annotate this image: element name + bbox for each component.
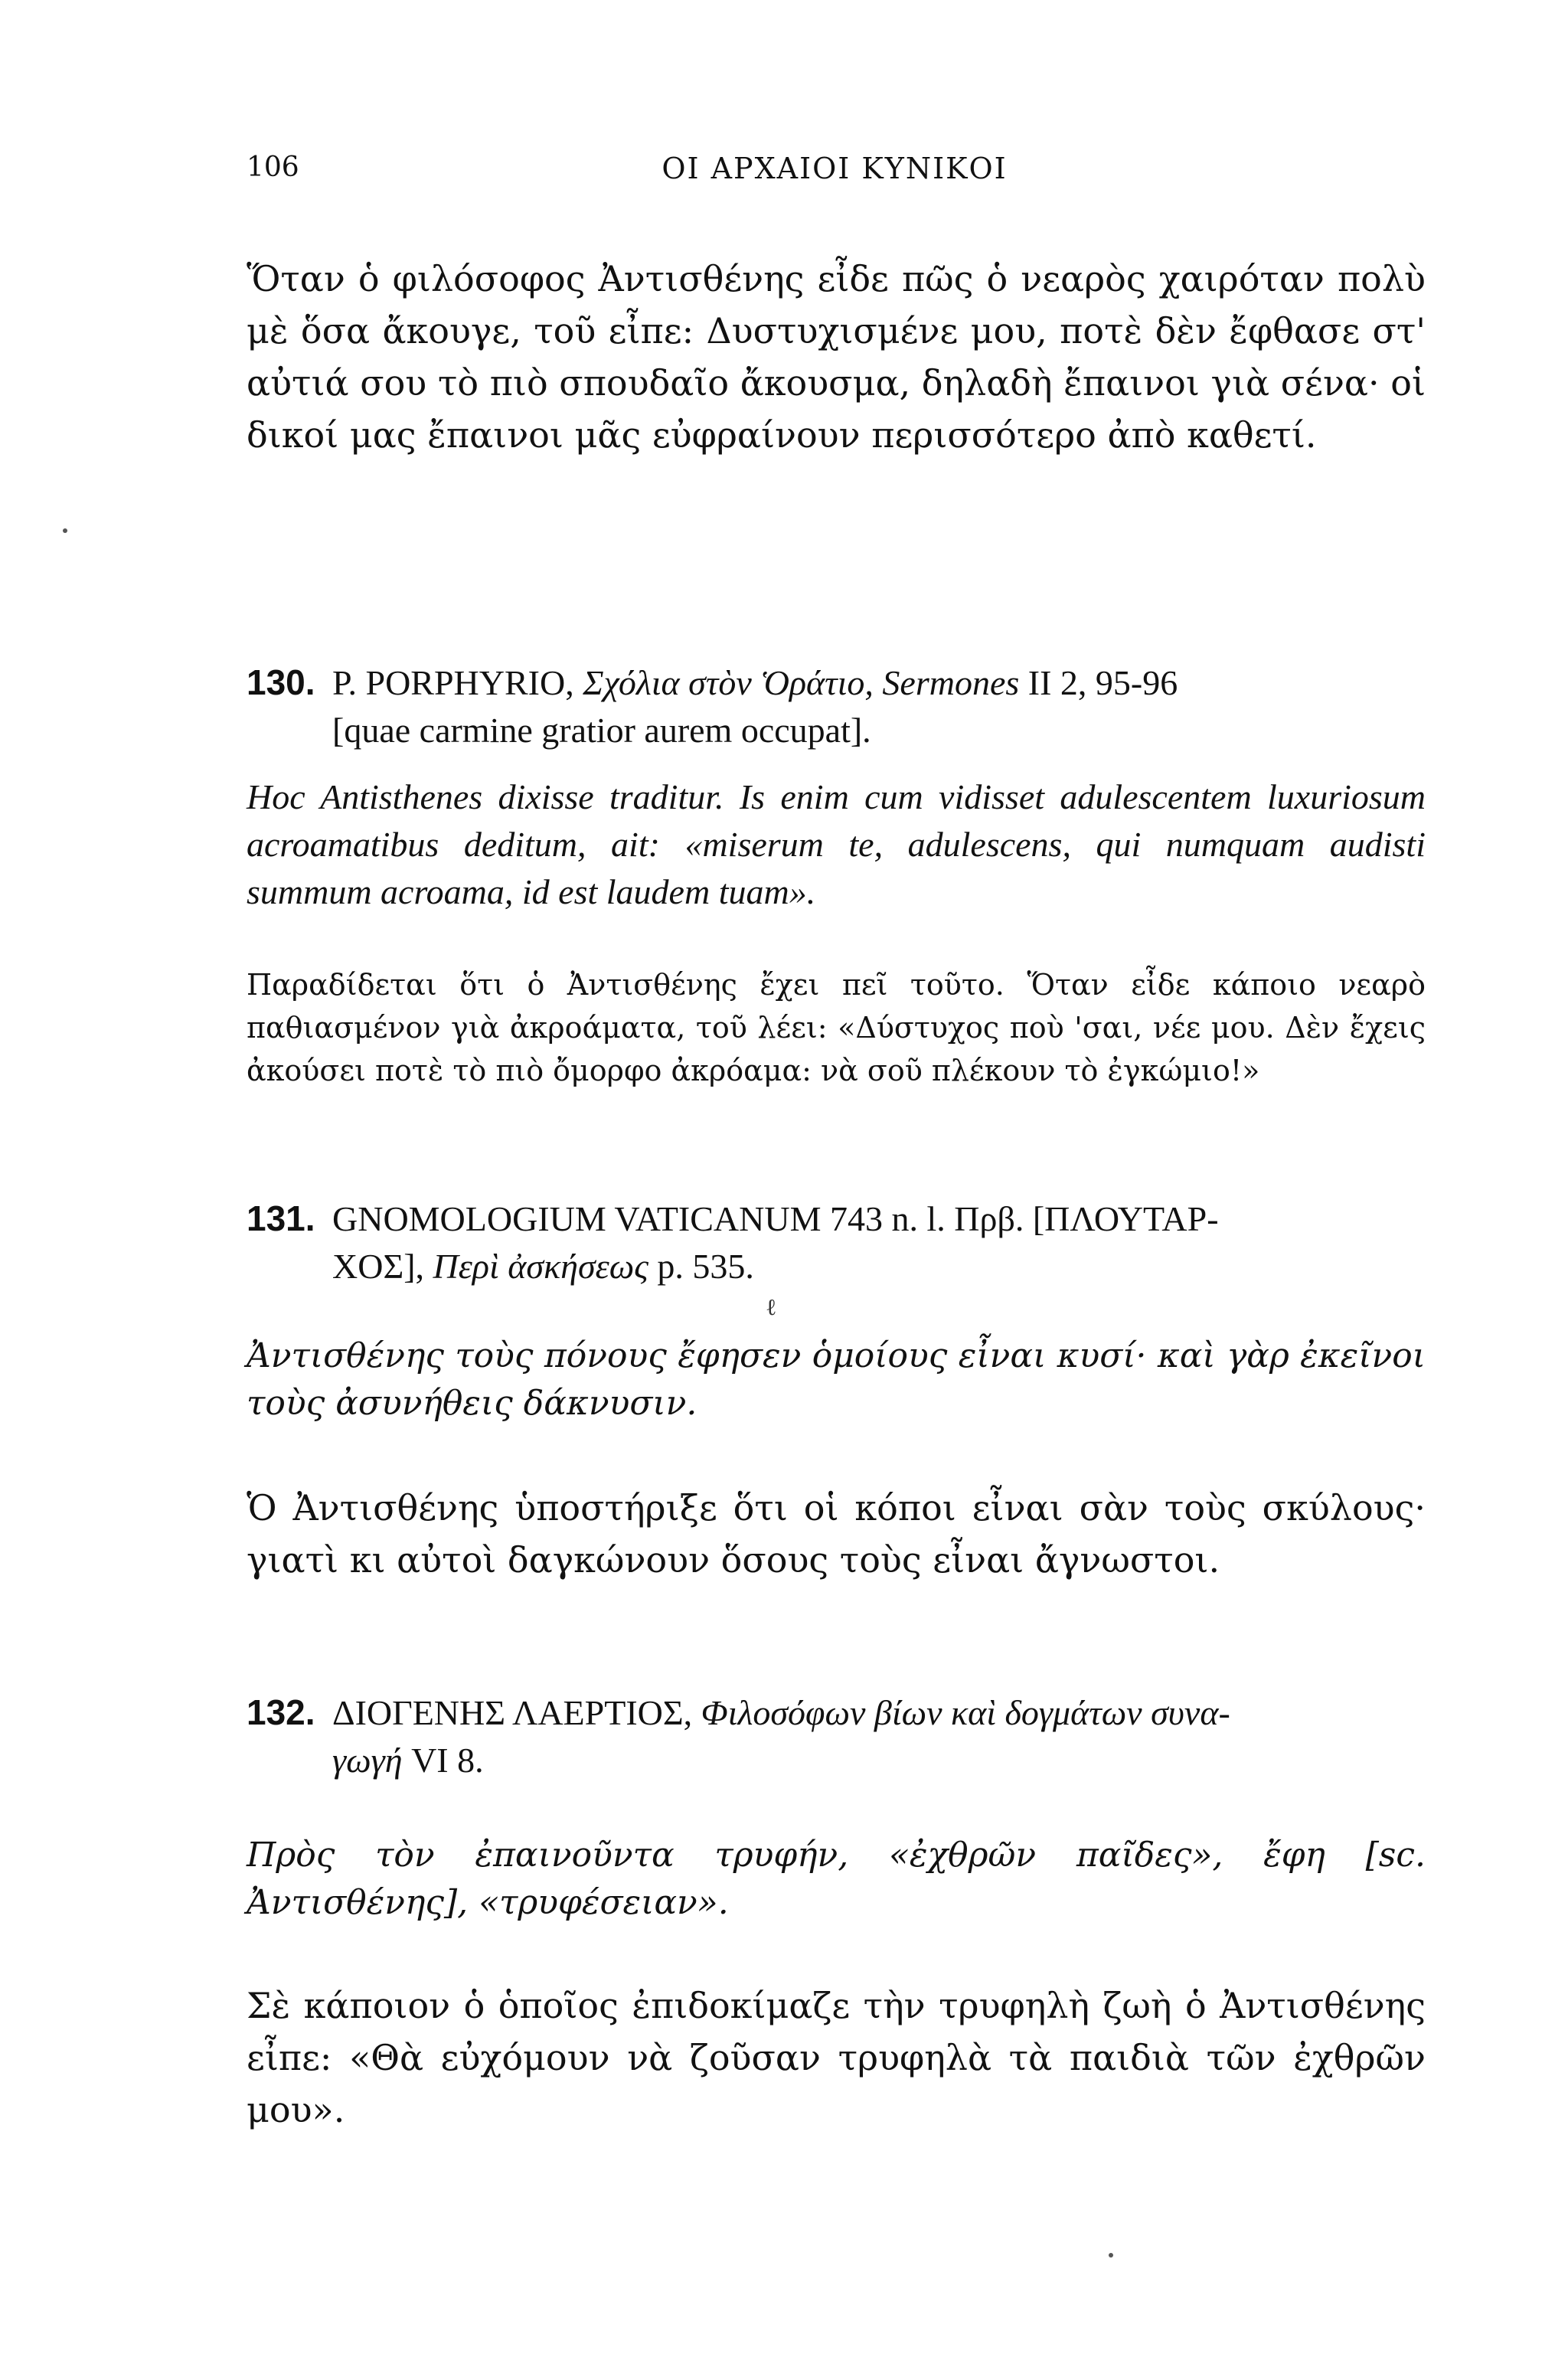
entry-source: P. PORPHYRIO, — [332, 663, 583, 702]
entry-130-translation — [247, 963, 1426, 1092]
page-number: 106 — [247, 152, 299, 183]
translation-text: Σὲ κάποιον ὁ ὁποῖος ἐπιδοκίμαζε τὴν τρυφηλὴ ζωὴ ὁ Ἀντισθένης εἶπε: «Θὰ εὐχόμουν νὰ ζοῦσαν τρυφηλὰ τὰ παιδιὰ τῶν ἐχθρῶν μου». — [247, 1985, 1426, 2130]
entry-131-heading — [247, 1195, 1426, 1290]
original-text: Πρὸς τὸν ἐπαινοῦντα τρυφήν, «ἐχθρῶν παῖδες», ἔφη [sc. Ἀντισθένης], «τρυφέσειαν». — [247, 1836, 1426, 1922]
entry-130-heading — [247, 659, 1426, 754]
entry-source-title: Περὶ ἀσκήσεως — [433, 1247, 648, 1286]
speck-mark — [63, 528, 67, 533]
entry-source-title: Σχόλια στὸν Ὁράτιο, Sermones — [583, 663, 1020, 702]
entry-source-line2: [quae carmine gratior aurem occupat]. — [332, 711, 871, 750]
entry-130-original — [247, 773, 1426, 916]
original-text: Ἀντισθένης τοὺς πόνους ἔφησεν ὁμοίους εἶναι κυσί· καὶ γὰρ ἐκεῖνοι τοὺς ἀσυνήθεις δάκνυσιν. — [247, 1336, 1426, 1423]
entry-source-line2: ΧΟΣ], — [332, 1247, 433, 1286]
page-header — [247, 152, 1423, 198]
original-text: Hoc Antisthenes dixisse traditur. Is enim cum vidisset adulescentem luxuriosum acroamatibus deditum, ait: «miserum te, adulescens, qui numquam audisti summum acroama, id est laudem tuam». — [247, 777, 1426, 911]
entry-number: 131. — [247, 1198, 315, 1238]
entry-source-title: Φιλοσόφων βίων καὶ δογμάτων συνα- — [701, 1693, 1230, 1732]
entry-132-heading — [247, 1689, 1426, 1784]
translation-text: Ὁ Ἀντισθένης ὑποστήριξε ὅτι οἱ κόποι εἶναι σὰν τοὺς σκύλους· γιατὶ κι αὐτοὶ δαγκώνουν ὅσους τοὺς εἶναι ἄγνωστοι. — [247, 1487, 1426, 1581]
entry-132-original — [247, 1832, 1426, 1927]
intro-paragraph-block — [247, 253, 1426, 461]
entry-source: ΔΙΟΓΕΝΗΣ ΛΑΕΡΤΙΟΣ, — [332, 1693, 701, 1732]
speck-mark: ℓ — [766, 1294, 777, 1321]
translation-text: Παραδίδεται ὅτι ὁ Ἀντισθένης ἔχει πεῖ τοῦτο. Ὅταν εἶδε κάποιο νεαρὸ παθιασμένον γιὰ ἀκροάματα, τοῦ λέει: «Δύστυχος ποὺ 'σαι, νέε μου. Δὲν ἔχεις ἀκούσει ποτὲ τὸ πιὸ ὄμορφο ἀκρόαμα: νὰ σοῦ πλέκουν τὸ ἐγκώμιο!» — [247, 968, 1426, 1087]
entry-source-ref: VI 8. — [402, 1741, 484, 1780]
entry-number: 130. — [247, 662, 315, 702]
entry-132-translation — [247, 1980, 1426, 2136]
entry-131-original — [247, 1332, 1426, 1427]
speck-mark — [1109, 2253, 1113, 2258]
entry-source-ref: II 2, 95-96 — [1019, 663, 1178, 702]
running-title: ΟΙ ΑΡΧΑΙΟΙ ΚΥΝΙΚΟΙ — [662, 152, 1008, 185]
entry-number: 132. — [247, 1692, 315, 1732]
intro-paragraph: Ὅταν ὁ φιλόσοφος Ἀντισθένης εἶδε πῶς ὁ νεαρὸς χαιρόταν πολὺ μὲ ὅσα ἄκουγε, τοῦ εἶπε: Δυστυχισμένε μου, ποτὲ δὲν ἔφθασε στ' αὐτιά σου τὸ πιὸ σπουδαῖο ἄκουσμα, δηλαδὴ ἔπαινοι γιὰ σένα· οἱ δικοί μας ἔπαινοι μᾶς εὐφραίνουν περισσότερο ἀπὸ καθετί. — [247, 258, 1426, 456]
entry-source-ref: p. 535. — [648, 1247, 754, 1286]
entry-131-translation — [247, 1482, 1426, 1586]
entry-source: GNOMOLOGIUM VATICANUM 743 n. l. Πρβ. [ΠΛΟΥΤΑΡ- — [332, 1199, 1219, 1238]
entry-source-title-cont: γωγή — [332, 1741, 403, 1780]
